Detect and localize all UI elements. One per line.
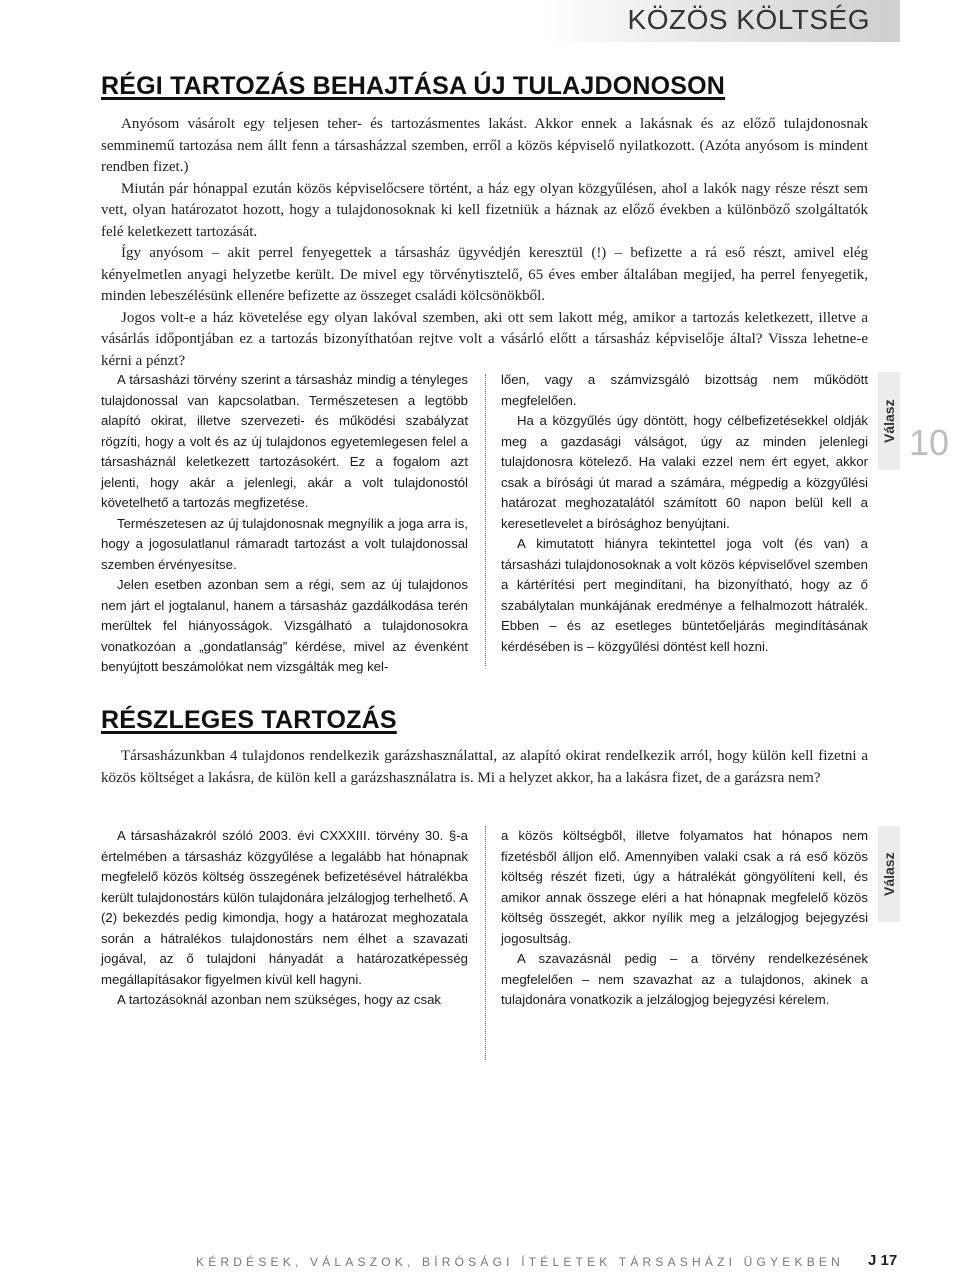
answer-column-right-1 [501, 370, 868, 657]
question-paragraph: Anyósom vásárolt egy teljesen teher- és tartozásmentes lakást. Akkor ennek a lakásnak és az előző tulajdonosnak semminemű tartozása nem állt fenn a társasházzal szemben, erről a közös képviselő nyilatkozott. (Azóta anyósom is mindent rendben fizet.) [101, 116, 868, 175]
footer-running-text: KÉRDÉSEK, VÁLASZOK, BÍRÓSÁGI ÍTÉLETEK TÁRSASHÁZI ÜGYEKBEN [196, 1255, 844, 1269]
answer-paragraph: lően, vagy a számvizsgáló bizottság nem működött megfelelően. [501, 372, 868, 408]
answer-paragraph: A szavazásnál pedig – a törvény rendelkezésének megfelelően – nem szavazhat az a tulajdonos, akinek a tulajdonára vonatkozik a jelzálogjog bejegyzési kérelem. [501, 951, 868, 1007]
question-text-2 [101, 746, 868, 789]
question-paragraph: Jogos volt-e a ház követelése egy olyan lakóval szemben, aki ott sem lakott még, amikor a tartozás keletkezett, illetve a vásárlás időpontjában ez a tartozás bizonyíthatóan rejtve volt a vásárló előtt a társasház képviselője által? Vissza lehetne-e kérni a pénzt? [101, 309, 868, 369]
question-paragraph: Miután pár hónappal ezután közös képviselőcsere történt, a ház egy olyan közgyűlésen, ahol a lakók nagy része részt sem vett, olyan határozatot hozott, hogy a tulajdonosoknak ki kell fizetniük a háznak az előző években a különböző szolgáltatók felé keletkezett tartozását. [101, 180, 868, 240]
column-divider [485, 826, 486, 1060]
footer-page-number: J 17 [868, 1252, 898, 1269]
answer-paragraph: A társasházakról szóló 2003. évi CXXXIII. törvény 30. §-a értelmében a társasház közgyűlése a legalább hat hónapnak megfelelő közös költség összegének befizetésével hátralékba került tulajdonostárs külön tulajdonára jelzálogjog terhelhető. A (2) bekezdés pedig kimondja, hogy a határozat meghozatala során a hátralékos tulajdonostárs nem élhet a szavazati jogával, az ő tulajdoni hányadát a határozatképesség megállapításakor figyelmen kívül kell hagyni. [101, 828, 468, 987]
chapter-number: 10 [909, 422, 950, 463]
section-title-regi-tartozas: RÉGI TARTOZÁS BEHAJTÁSA ÚJ TULAJDONOSON [101, 72, 726, 100]
question-paragraph: Így anyósom – akit perrel fenyegettek a társasház ügyvédjén keresztül (!) – befizette a rá eső részt, amivel elég kényelmetlen anyagi helyzetbe került. De mivel egy törvénytisztelő, 65 éves ember általában megijed, ha perrel fenyegetik, minden lebeszélésünk ellenére befizette az összeget családi kölcsönökből. [101, 245, 868, 304]
answer-paragraph: a közös költségből, illetve folyamatos hat hónapos nem fizetésből álljon elő. Amennyiben valaki csak a rá eső közös költség részét fizeti, úgy a hátralékát göngyölíteni kell, és amikor annak összege eléri a hat hónapnak megfelelő közös költség összegét, akkor nyílik meg a jelzálogjog bejegyzési jogosultság. [501, 828, 868, 946]
answer-paragraph: Ha a közgyűlés úgy döntött, hogy célbefizetésekkel oldják meg a gazdasági válságot, úgy az minden jelenlegi tulajdonosra kötelező. Ha valaki ezzel nem ért egyet, akkor csak a bírósági út marad a számára, mégpedig a közgyűlési határozat meghozatalától számított 60 napon belül kell a keresetlevelet a bírósághoz benyújtani. [501, 413, 868, 531]
column-divider [485, 374, 486, 666]
answer-paragraph: A tartozásoknál azonban nem szükséges, hogy az csak [117, 992, 442, 1007]
answer-column-left-2 [101, 826, 468, 1011]
side-label-valasz: Válasz [881, 852, 897, 896]
running-header-title: KÖZÖS KÖLTSÉG [627, 4, 870, 35]
side-label-valasz: Válasz [881, 399, 897, 443]
question-paragraph: Társasházunkban 4 tulajdonos rendelkezik garázshasználattal, az alapító okirat rendelkezik arról, hogy külön kell fizetni a közös költséget a lakásra, de külön kell a garázshasználatra is. Mi a helyzet akkor, ha a lakásra fizet, de a garázsra nem? [101, 748, 868, 786]
answer-paragraph: Jelen esetben azonban sem a régi, sem az új tulajdonos nem járt el jogtalanul, hanem a társasház gazdálkodása terén merültek fel hiányosságok. Vizsgálható a tulajdonosokra vonatkozóan a „gondatlanság” kérdése, mivel az évenként benyújtott beszámolókat nem vizsgálták meg kel- [101, 577, 468, 674]
answer-column-left-1 [101, 370, 468, 678]
answer-paragraph: Természetesen az új tulajdonosnak megnyílik a joga arra is, hogy a jogosulatlanul rámaradt tartozást a volt tulajdonossal szemben érvényesítse. [101, 515, 468, 572]
answer-column-right-2 [501, 826, 868, 1011]
answer-paragraph: A társasházi törvény szerint a társasház mindig a tényleges tulajdonossal van kapcsolatban. Természetesen a legtöbb alapító okirat, illetve szervezeti- és működési szabályzat rögzíti, hogy a volt és az új tulajdonos egyetemlegesen felel a társasháznál keletkezett tartozásokért. Ez a fogalom azt jelenti, hogy akár a jelenlegi, akár a volt tulajdonostól követelhető a tartozás megfizetése. [101, 372, 468, 510]
section-title-reszleges-tartozas: RÉSZLEGES TARTOZÁS [101, 706, 397, 734]
answer-paragraph: A kimutatott hiányra tekintettel joga volt (és van) a társasházi tulajdonosoknak a volt közös képviselővel szemben a kártérítési pert megindítani, ha bizonyítható, hogy az ő szabálytalan munkájának eredménye a felhalmozott hátralék. Ebben – és az esetleges büntetőeljárás megindításának kérdésében is – közgyűlési döntést kell hozni. [501, 536, 868, 654]
question-text-1 [101, 114, 868, 372]
